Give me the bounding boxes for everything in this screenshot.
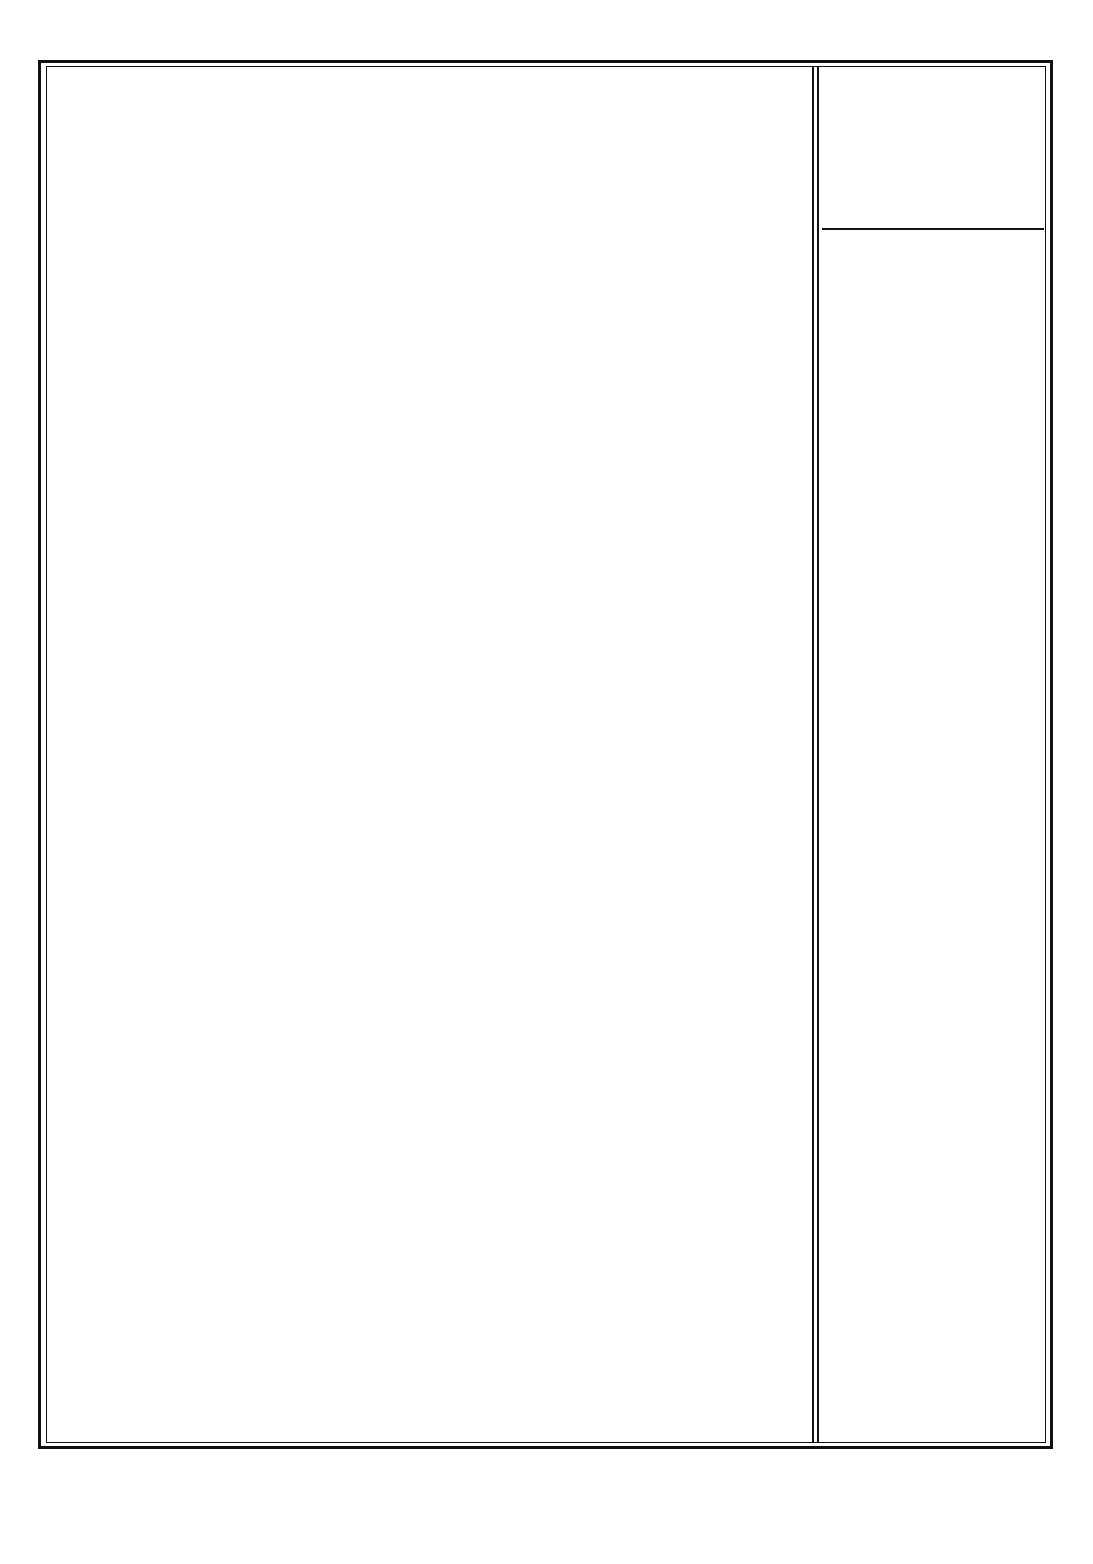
main-text-column bbox=[50, 70, 810, 1439]
column-divider bbox=[817, 66, 819, 1443]
margin-divider bbox=[822, 228, 1044, 230]
column-divider bbox=[812, 66, 814, 1443]
margin-column bbox=[822, 70, 1044, 1439]
